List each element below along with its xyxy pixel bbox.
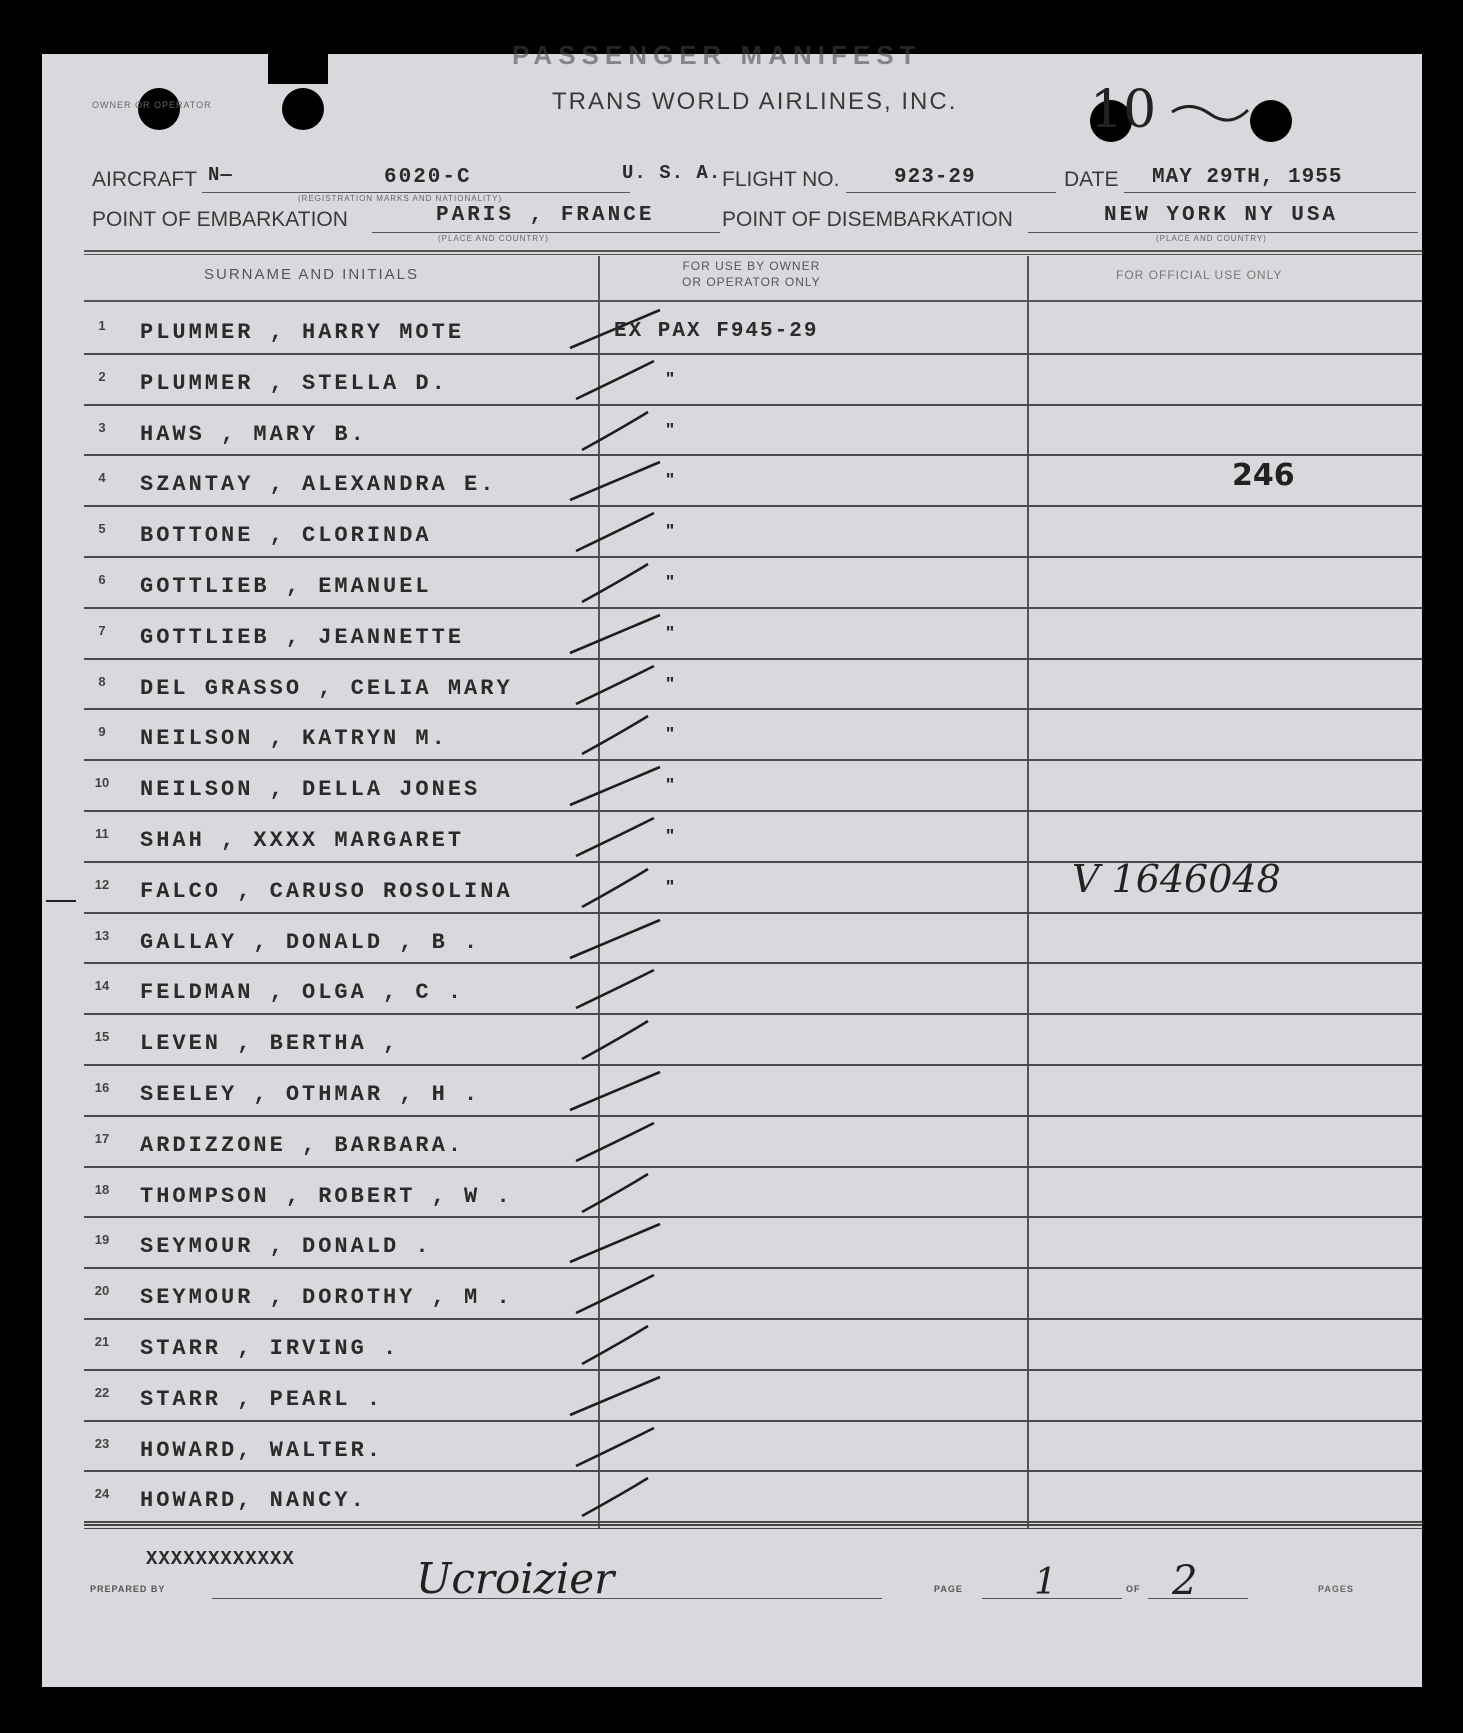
nationality: U. S. A. [622, 162, 722, 184]
row-number: 17 [94, 1130, 110, 1146]
passenger-name: SEYMOUR , DONALD . [140, 1234, 432, 1260]
embarkation-value: PARIS , FRANCE [436, 204, 655, 227]
operator-mark: " [665, 826, 675, 846]
passenger-name: FELDMAN , OLGA , C . [140, 980, 465, 1006]
flight-number: 923-29 [894, 166, 976, 189]
check-mark [562, 914, 682, 964]
row-number: 9 [98, 724, 106, 740]
aircraft-label: AIRCRAFT [92, 168, 197, 191]
table-row [42, 1218, 1422, 1269]
page-number: 1 [1034, 1562, 1057, 1603]
ink-blot [268, 54, 328, 84]
operator-mark: " [665, 724, 675, 745]
passenger-name: NEILSON , DELLA JONES [140, 777, 481, 803]
aircraft-prefix: N— [208, 164, 233, 186]
operator-mark: " [665, 775, 675, 796]
disembarkation-caption: (PLACE AND COUNTRY) [1156, 234, 1267, 243]
passenger-name: GALLAY , DONALD , B . [140, 929, 481, 955]
header-rule [84, 250, 1422, 252]
row-number: 15 [94, 1029, 110, 1045]
operator-mark: EX PAX F945-29 [614, 320, 819, 343]
disembarkation-label: POINT OF DISEMBARKATION [722, 208, 1013, 231]
check-mark [562, 964, 682, 1014]
page-label: PAGE [934, 1584, 963, 1594]
owner-use-line-2: OR OPERATOR ONLY [682, 275, 821, 289]
passenger-name: SEYMOUR , DOROTHY , M . [140, 1285, 513, 1311]
passenger-name: HAWS , MARY B. [140, 421, 367, 447]
passenger-name: SZANTAY , ALEXANDRA E. [140, 472, 497, 498]
table-bottom-rule [84, 1524, 1422, 1526]
table-row [42, 304, 1422, 355]
row-number: 20 [94, 1283, 110, 1299]
row-number: 11 [95, 826, 109, 841]
row-rule [84, 1521, 1422, 1523]
table-row [42, 1168, 1422, 1219]
table-row [42, 406, 1422, 457]
embarkation-label: POINT OF EMBARKATION [92, 208, 348, 231]
table-bottom-rule [84, 1528, 1422, 1529]
owner-use-line-1: FOR USE BY OWNER [682, 259, 821, 273]
row-number: 12 [94, 876, 110, 892]
check-mark [562, 1168, 682, 1218]
table-row [42, 660, 1422, 711]
operator-mark: " [665, 419, 675, 440]
passenger-name: PLUMMER , HARRY MOTE [140, 320, 465, 345]
form-title: PASSENGER MANIFEST [512, 40, 922, 70]
row-number: 8 [98, 673, 106, 689]
passenger-name: GOTTLIEB , EMANUEL [140, 574, 432, 599]
aircraft-registration: 6020-C [384, 166, 472, 189]
table-row [42, 1422, 1422, 1473]
pages-label: PAGES [1318, 1584, 1354, 1594]
row-number: 16 [94, 1080, 110, 1095]
preparer-signature: Ucroizier [416, 1554, 615, 1603]
header-rule [84, 254, 1422, 255]
column-header-official-use: FOR OFFICIAL USE ONLY [1116, 268, 1283, 282]
operator-mark: " [665, 572, 675, 592]
row-number: 13 [94, 927, 110, 943]
page-total: 2 [1172, 1558, 1198, 1604]
row-number: 18 [94, 1181, 110, 1197]
flight-date: MAY 29TH, 1955 [1152, 166, 1343, 189]
check-mark [562, 1320, 682, 1370]
column-header-owner-use [682, 258, 821, 290]
table-row [42, 507, 1422, 558]
disembarkation-value: NEW YORK NY USA [1104, 204, 1339, 227]
table-row [42, 1066, 1422, 1117]
passenger-name: DEL GRASSO , CELIA MARY [140, 675, 513, 701]
check-mark [562, 1066, 682, 1116]
passenger-name: FALCO , CARUSO ROSOLINA [140, 878, 513, 904]
table-row [42, 812, 1422, 863]
manifest-sheet [42, 40, 1422, 1687]
table-row [42, 856, 1422, 914]
row-number: 6 [98, 572, 106, 587]
table-row [42, 1117, 1422, 1168]
handwritten-dash [1170, 94, 1250, 124]
table-row [42, 1015, 1422, 1066]
passenger-name: SEELEY , OTHMAR , H . [140, 1082, 481, 1107]
table-row [42, 355, 1422, 406]
row-number: 2 [98, 368, 106, 384]
table-row [42, 1269, 1422, 1320]
struck-text: XXXXXXXXXXXX [146, 1548, 295, 1570]
check-mark [562, 1422, 682, 1472]
passenger-name: STARR , PEARL . [140, 1386, 384, 1412]
operator-mark: " [665, 673, 675, 694]
official-note: V 1646048 [1072, 856, 1281, 901]
row-number: 14 [94, 978, 110, 994]
table-row [42, 710, 1422, 761]
row-number: 1 [98, 318, 106, 333]
row-number: 3 [98, 419, 106, 435]
column-header-surname: SURNAME AND INITIALS [204, 266, 420, 283]
official-note: 246 [1232, 458, 1295, 494]
table-row [42, 1371, 1422, 1422]
handwritten-page-mark: 10 [1090, 80, 1157, 140]
passenger-name: HOWARD, NANCY. [140, 1488, 367, 1514]
punch-hole [1250, 100, 1292, 142]
table-row [42, 558, 1422, 609]
passenger-name: NEILSON , KATRYN M. [140, 726, 448, 752]
punch-hole [282, 88, 324, 130]
operator-mark: " [665, 622, 675, 643]
check-mark [562, 1269, 682, 1319]
operator-mark: " [665, 521, 675, 542]
row-number: 4 [98, 470, 106, 486]
table-row [42, 1320, 1422, 1371]
table-row [42, 609, 1422, 660]
operator-mark: " [665, 876, 675, 897]
operator-mark: " [665, 470, 675, 491]
check-mark [562, 1371, 682, 1421]
table-row [42, 1472, 1422, 1523]
embarkation-caption: (PLACE AND COUNTRY) [438, 234, 549, 243]
table-row [42, 761, 1422, 812]
prepared-by-label: PREPARED BY [90, 1584, 166, 1594]
passenger-name: HOWARD, WALTER. [140, 1437, 384, 1463]
row-number: 10 [94, 775, 110, 791]
row-number: 23 [94, 1435, 110, 1451]
passenger-name: LEVEN , BERTHA , [140, 1031, 400, 1057]
registration-caption: (REGISTRATION MARKS AND NATIONALITY) [298, 194, 503, 203]
passenger-name: STARR , IRVING . [140, 1336, 400, 1361]
table-row [42, 456, 1422, 507]
row-number: 5 [98, 521, 106, 537]
airline-name: TRANS WORLD AIRLINES, INC. [552, 88, 958, 115]
passenger-name: BOTTONE , CLORINDA [140, 523, 432, 549]
check-mark [562, 1218, 682, 1268]
row-number: 22 [94, 1384, 110, 1400]
row-number: 19 [94, 1232, 110, 1248]
of-label: OF [1126, 1584, 1141, 1594]
row-number: 24 [94, 1486, 110, 1502]
check-mark [562, 1015, 682, 1065]
margin-dash [46, 900, 76, 902]
passenger-name: ARDIZZONE , BARBARA. [140, 1132, 465, 1158]
header-bottom-rule [84, 300, 1422, 302]
table-row [42, 914, 1422, 965]
operator-mark: " [665, 368, 675, 389]
row-number: 21 [94, 1334, 110, 1349]
passenger-name: GOTTLIEB , JEANNETTE [140, 624, 465, 650]
check-mark [562, 1117, 682, 1167]
passenger-name: THOMPSON , ROBERT , W . [140, 1183, 513, 1209]
owner-label: OWNER OR OPERATOR [92, 100, 212, 110]
passenger-name: PLUMMER , STELLA D. [140, 370, 448, 396]
date-label: DATE [1064, 168, 1119, 191]
passenger-name: SHAH , XXXX MARGARET [140, 828, 465, 853]
row-number: 7 [98, 622, 106, 638]
check-mark [562, 1472, 682, 1522]
flight-label: FLIGHT NO. [722, 168, 840, 191]
table-row [42, 964, 1422, 1015]
